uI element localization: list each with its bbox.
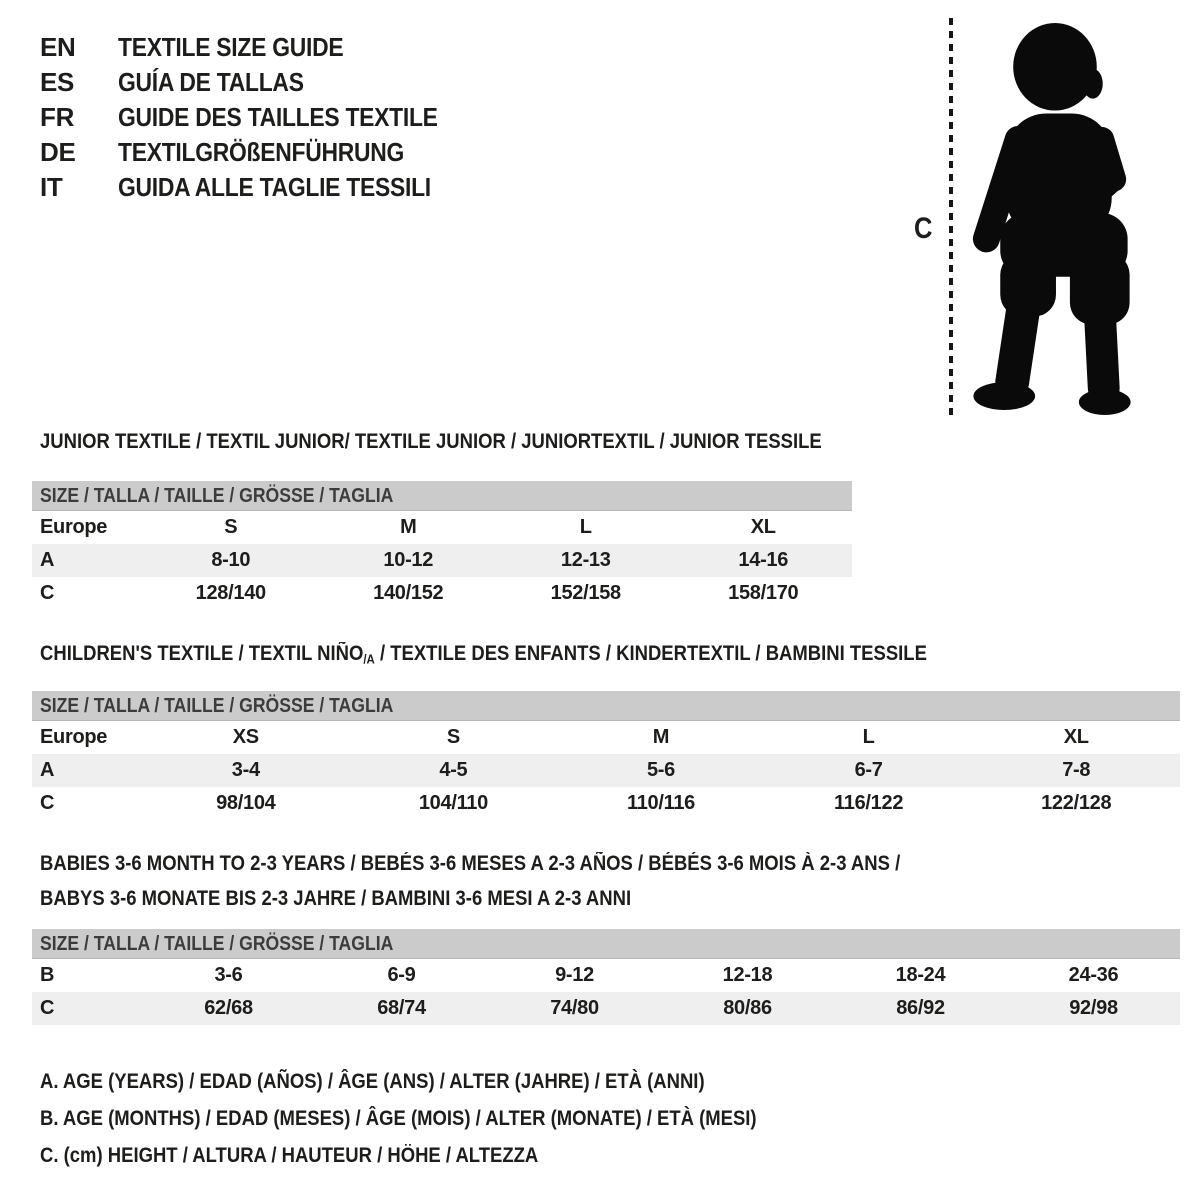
size-cell: 122/128 <box>1041 792 1112 814</box>
size-cell: 68/74 <box>377 997 426 1019</box>
size-cell: 10-12 <box>383 549 434 571</box>
size-cell: 62/68 <box>204 997 253 1019</box>
children-size-table <box>32 691 1180 820</box>
language-title-list <box>40 30 481 205</box>
size-cell: 86/92 <box>896 997 945 1019</box>
size-cell: 12-18 <box>722 964 773 986</box>
size-cell: 14-16 <box>738 549 789 571</box>
row-label: B <box>40 964 55 986</box>
size-cell: 110/116 <box>626 792 695 814</box>
size-header-text: SIZE / TALLA / TAILLE / GRÖSSE / TAGLIA <box>40 695 394 717</box>
footnote-b: B. AGE (MONTHS) / EDAD (MESES) / ÂGE (MOIS) / ALTER (MONATE) / ETÀ (MESI) <box>40 1107 757 1130</box>
size-cell: XS <box>232 726 259 748</box>
size-cell: 104/110 <box>418 792 488 814</box>
size-cell: 98/104 <box>216 792 276 814</box>
table-row-age <box>32 544 852 577</box>
lang-code: IT <box>40 172 63 202</box>
lang-title: GUÍA DE TALLAS <box>118 67 304 97</box>
size-cell: 4-5 <box>439 759 468 781</box>
children-heading-text: CHILDREN'S TEXTILE / TEXTIL $NIÑO_{/A}$ / TEXTILE DES ENFANTS / KINDERTEXTIL / BAMBINI TESSILE <box>40 642 927 667</box>
lang-code: ES <box>40 67 75 97</box>
size-cell: M <box>400 516 417 538</box>
size-cell: 6-7 <box>854 759 883 781</box>
table-row-age <box>32 754 1180 787</box>
size-cell: 12-13 <box>560 549 611 571</box>
lang-row-it <box>40 170 481 205</box>
size-cell: 140/152 <box>373 582 444 604</box>
lang-title: GUIDA ALLE TAGLIE TESSILI <box>118 172 431 202</box>
footnote-c: C. (cm) HEIGHT / ALTURA / HAUTEUR / HÖHE / ALTEZZA <box>40 1144 539 1167</box>
height-dashed-line <box>949 18 953 416</box>
size-cell: L <box>579 516 592 538</box>
junior-size-table <box>32 481 852 610</box>
lang-code: EN <box>40 32 76 62</box>
size-cell: 158/170 <box>728 582 799 604</box>
size-cell: L <box>862 726 875 748</box>
size-cell: 7-8 <box>1062 759 1091 781</box>
height-measure-label: C <box>914 212 933 245</box>
row-label: C <box>40 582 55 604</box>
size-header-row <box>32 481 852 511</box>
junior-section-heading <box>40 430 928 454</box>
babies-heading-line1: BABIES 3-6 MONTH TO 2-3 YEARS / BEBÉS 3-6 MESES A 2-3 AÑOS / BÉBÉS 3-6 MOIS À 2-3 ANS / <box>40 852 901 875</box>
size-cell: 92/98 <box>1069 997 1118 1019</box>
size-cell: 9-12 <box>555 964 594 986</box>
junior-heading-text: JUNIOR TEXTILE / TEXTIL JUNIOR/ TEXTILE JUNIOR / JUNIORTEXTIL / JUNIOR TESSILE <box>40 430 822 453</box>
footnote-legend <box>40 1063 854 1174</box>
size-cell: 152/158 <box>550 582 621 604</box>
babies-size-table <box>32 929 1180 1025</box>
toddler-silhouette-icon <box>963 22 1140 420</box>
size-header-text: SIZE / TALLA / TAILLE / GRÖSSE / TAGLIA <box>40 485 394 507</box>
size-header-row <box>32 929 1180 959</box>
row-label: C <box>40 792 55 814</box>
lang-title: GUIDE DES TAILLES TEXTILE <box>118 102 438 132</box>
table-row-height <box>32 787 1180 820</box>
size-cell: 116/122 <box>834 792 904 814</box>
row-label: Europe <box>40 726 108 748</box>
lang-code: FR <box>40 102 75 132</box>
size-cell: M <box>652 726 670 748</box>
lang-code: DE <box>40 137 76 167</box>
row-label: Europe <box>40 516 108 538</box>
babies-heading-line2: BABYS 3-6 MONATE BIS 2-3 JAHRE / BAMBINI 3-6 MESI A 2-3 ANNI <box>40 887 632 910</box>
row-label: A <box>40 759 55 781</box>
size-cell: XL <box>750 516 776 538</box>
size-cell: S <box>224 516 238 538</box>
footnote-a: A. AGE (YEARS) / EDAD (AÑOS) / ÂGE (ANS) / ALTER (JAHRE) / ETÀ (ANNI) <box>40 1070 705 1093</box>
table-row-age-months <box>32 959 1180 992</box>
size-cell: 80/86 <box>723 997 772 1019</box>
size-cell: 74/80 <box>550 997 599 1019</box>
lang-row-de <box>40 135 481 170</box>
row-label: C <box>40 997 55 1019</box>
size-header-text: SIZE / TALLA / TAILLE / GRÖSSE / TAGLIA <box>40 933 394 955</box>
lang-title: TEXTILE SIZE GUIDE <box>118 32 344 62</box>
size-cell: S <box>446 726 460 748</box>
size-cell: 6-9 <box>387 964 416 986</box>
lang-row-en <box>40 30 481 65</box>
lang-title: TEXTILGRÖßENFÜHRUNG <box>118 137 405 167</box>
lang-row-es <box>40 65 481 100</box>
size-cell: XL <box>1063 726 1089 748</box>
row-label: A <box>40 549 55 571</box>
children-section-heading <box>40 642 1048 672</box>
size-header-row <box>32 691 1180 721</box>
table-row-height <box>32 577 852 610</box>
size-cell: 5-6 <box>646 759 675 781</box>
size-cell: 8-10 <box>211 549 251 571</box>
size-cell: 24-36 <box>1068 964 1119 986</box>
size-cell: 18-24 <box>895 964 946 986</box>
size-cell: 3-6 <box>214 964 243 986</box>
heading-subscript: /A <box>363 651 375 667</box>
table-row-europe <box>32 511 852 544</box>
lang-row-fr <box>40 100 481 135</box>
size-cell: 128/140 <box>195 582 266 604</box>
table-row-height <box>32 992 1180 1025</box>
table-row-europe <box>32 721 1180 754</box>
size-cell: 3-4 <box>231 759 260 781</box>
babies-section-heading <box>40 846 1018 916</box>
